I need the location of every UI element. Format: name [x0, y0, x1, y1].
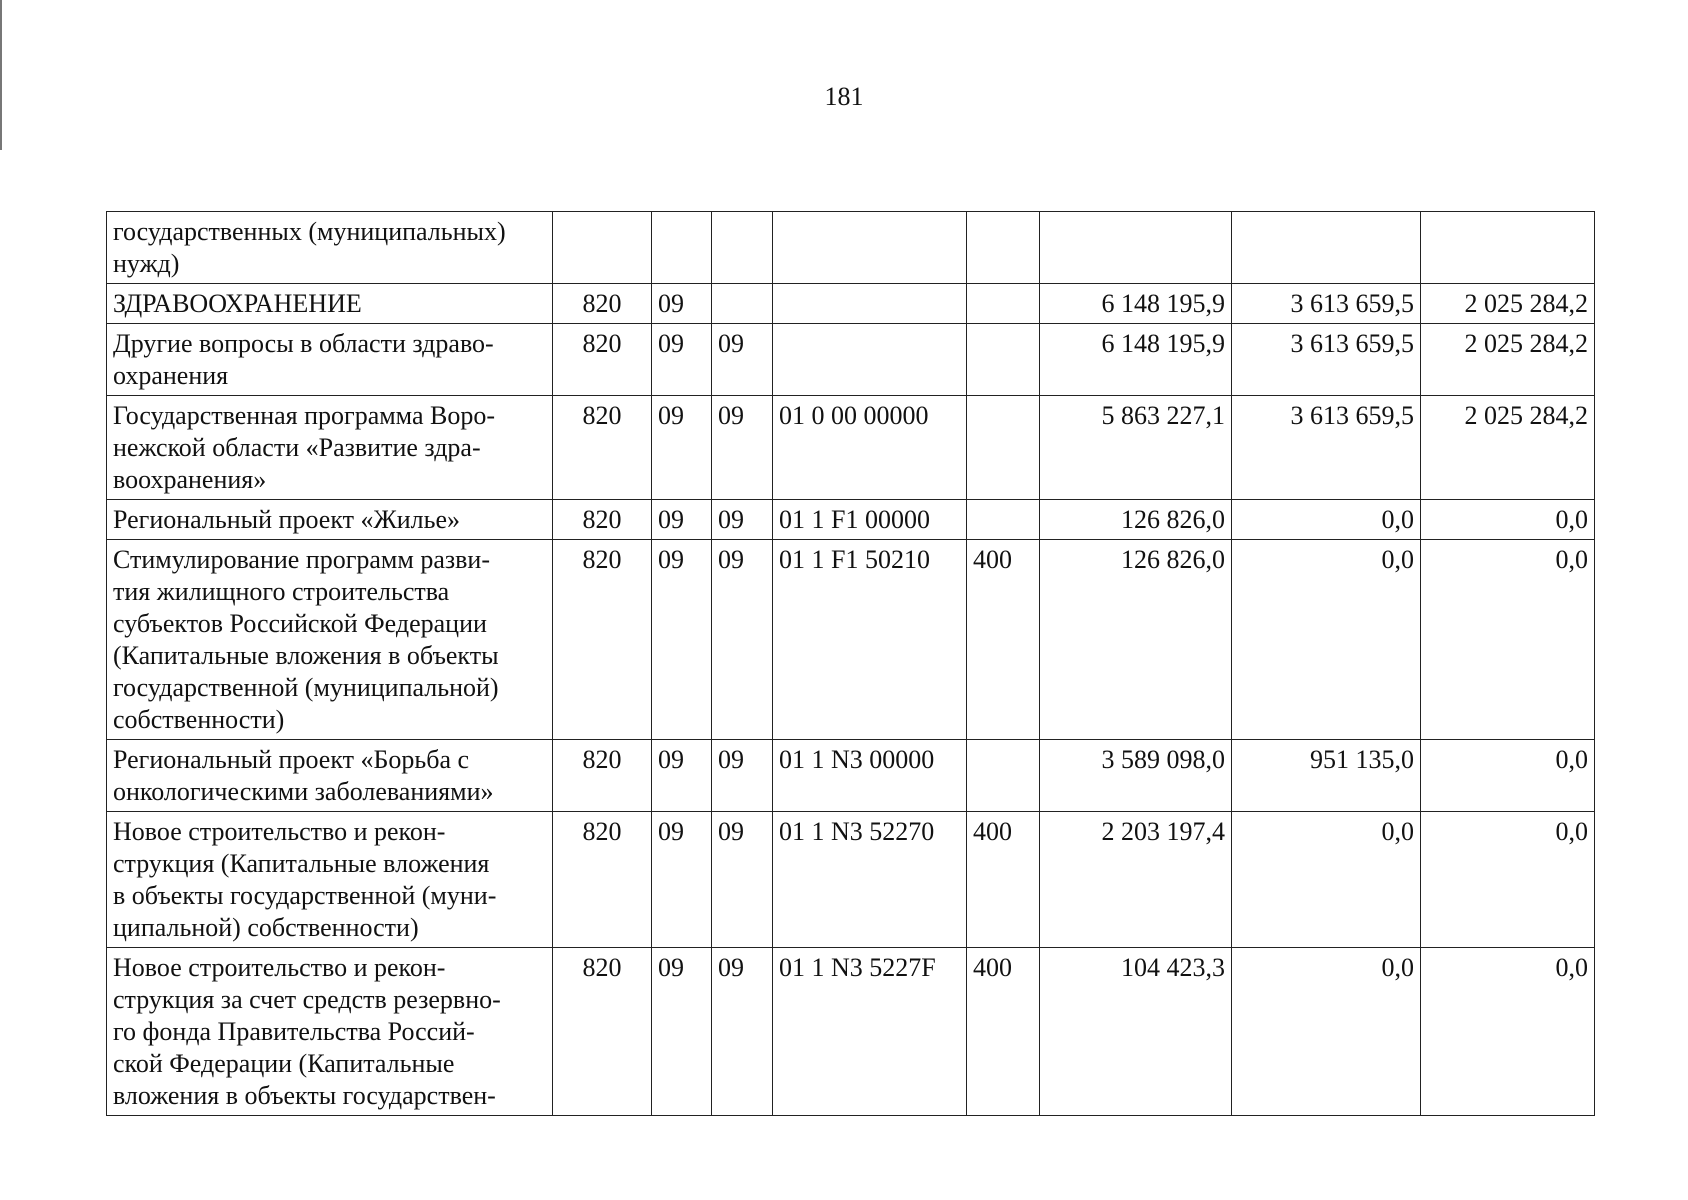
cell-amount-year-1: 126 826,0 — [1040, 500, 1232, 540]
cell-subsection: 09 — [712, 540, 773, 740]
item-name-line: в объекты государственной (муни- — [113, 881, 497, 910]
cell-target-article — [773, 324, 967, 396]
cell-target-article: 01 1 F1 50210 — [773, 540, 967, 740]
scan-edge-mark — [0, 0, 2, 150]
item-name-line: государственной (муниципальной) — [113, 673, 499, 702]
cell-amount-year-1: 5 863 227,1 — [1040, 396, 1232, 500]
cell-expense-type — [967, 396, 1040, 500]
cell-amount-year-2 — [1232, 212, 1421, 284]
cell-item-name — [107, 948, 553, 1116]
cell-amount-year-2: 0,0 — [1232, 948, 1421, 1116]
item-name-line: вложения в объекты государствен- — [113, 1081, 496, 1110]
cell-item-name — [107, 324, 553, 396]
cell-amount-year-1: 3 589 098,0 — [1040, 740, 1232, 812]
cell-amount-year-1: 6 148 195,9 — [1040, 324, 1232, 396]
item-name-line: Новое строительство и рекон- — [113, 953, 446, 982]
cell-amount-year-2: 3 613 659,5 — [1232, 396, 1421, 500]
cell-amount-year-3: 0,0 — [1421, 740, 1595, 812]
cell-amount-year-3: 2 025 284,2 — [1421, 284, 1595, 324]
cell-amount-year-1: 126 826,0 — [1040, 540, 1232, 740]
page-number: 181 — [824, 82, 864, 111]
cell-amount-year-3 — [1421, 212, 1595, 284]
cell-target-article — [773, 212, 967, 284]
cell-amount-year-2: 3 613 659,5 — [1232, 324, 1421, 396]
cell-item-name — [107, 500, 553, 540]
item-name-line: Стимулирование программ разви- — [113, 545, 490, 574]
cell-target-article: 01 1 F1 00000 — [773, 500, 967, 540]
item-name-line: Региональный проект «Борьба с — [113, 745, 470, 774]
cell-section: 09 — [652, 284, 712, 324]
cell-item-name — [107, 396, 553, 500]
cell-amount-year-1: 104 423,3 — [1040, 948, 1232, 1116]
cell-expense-type — [967, 740, 1040, 812]
cell-amount-year-2: 3 613 659,5 — [1232, 284, 1421, 324]
cell-subsection: 09 — [712, 948, 773, 1116]
item-name-line: Другие вопросы в области здраво- — [113, 329, 494, 358]
table-row — [107, 212, 1595, 284]
item-name-line: Новое строительство и рекон- — [113, 817, 446, 846]
item-name-line: собственности) — [113, 705, 285, 734]
cell-expense-type — [967, 212, 1040, 284]
table-row — [107, 500, 1595, 540]
cell-section — [652, 212, 712, 284]
cell-target-article: 01 1 N3 52270 — [773, 812, 967, 948]
item-name-line: нужд) — [113, 249, 180, 278]
item-name-line: Региональный проект «Жилье» — [113, 505, 461, 534]
cell-item-name — [107, 740, 553, 812]
table-row — [107, 396, 1595, 500]
cell-section: 09 — [652, 812, 712, 948]
table-row — [107, 740, 1595, 812]
cell-amount-year-2: 951 135,0 — [1232, 740, 1421, 812]
cell-expense-type: 400 — [967, 812, 1040, 948]
cell-expense-type — [967, 284, 1040, 324]
cell-amount-year-3: 0,0 — [1421, 500, 1595, 540]
cell-target-article: 01 0 00 00000 — [773, 396, 967, 500]
item-name-line: государственных (муниципальных) — [113, 217, 506, 246]
cell-grbs: 820 — [553, 948, 652, 1116]
cell-subsection: 09 — [712, 324, 773, 396]
item-name-line: нежской области «Развитие здра- — [113, 433, 481, 462]
item-name-line: ципальной) собственности) — [113, 913, 419, 942]
cell-item-name — [107, 812, 553, 948]
cell-grbs: 820 — [553, 284, 652, 324]
cell-target-article: 01 1 N3 5227F — [773, 948, 967, 1116]
cell-amount-year-3: 2 025 284,2 — [1421, 324, 1595, 396]
cell-expense-type — [967, 324, 1040, 396]
cell-amount-year-3: 0,0 — [1421, 812, 1595, 948]
item-name-line: воохранения» — [113, 465, 267, 494]
cell-grbs: 820 — [553, 324, 652, 396]
cell-grbs — [553, 212, 652, 284]
cell-amount-year-2: 0,0 — [1232, 812, 1421, 948]
cell-grbs: 820 — [553, 500, 652, 540]
cell-subsection: 09 — [712, 740, 773, 812]
cell-expense-type: 400 — [967, 540, 1040, 740]
cell-subsection — [712, 284, 773, 324]
cell-section: 09 — [652, 540, 712, 740]
cell-expense-type: 400 — [967, 948, 1040, 1116]
cell-amount-year-3: 0,0 — [1421, 540, 1595, 740]
cell-grbs: 820 — [553, 396, 652, 500]
cell-expense-type — [967, 500, 1040, 540]
cell-target-article — [773, 284, 967, 324]
item-name-line: ЗДРАВООХРАНЕНИЕ — [113, 289, 362, 318]
cell-item-name — [107, 540, 553, 740]
cell-amount-year-3: 2 025 284,2 — [1421, 396, 1595, 500]
cell-section: 09 — [652, 740, 712, 812]
item-name-line: ской Федерации (Капитальные — [113, 1049, 455, 1078]
cell-item-name — [107, 284, 553, 324]
cell-section: 09 — [652, 500, 712, 540]
table-row — [107, 540, 1595, 740]
budget-table-body — [107, 212, 1595, 1116]
cell-amount-year-3: 0,0 — [1421, 948, 1595, 1116]
table-row — [107, 948, 1595, 1116]
cell-subsection — [712, 212, 773, 284]
item-name-line: субъектов Российской Федерации — [113, 609, 487, 638]
cell-amount-year-1: 2 203 197,4 — [1040, 812, 1232, 948]
cell-subsection: 09 — [712, 396, 773, 500]
budget-table — [106, 211, 1595, 1116]
cell-amount-year-1 — [1040, 212, 1232, 284]
cell-section: 09 — [652, 948, 712, 1116]
cell-amount-year-1: 6 148 195,9 — [1040, 284, 1232, 324]
cell-section: 09 — [652, 324, 712, 396]
cell-target-article: 01 1 N3 00000 — [773, 740, 967, 812]
cell-amount-year-2: 0,0 — [1232, 540, 1421, 740]
item-name-line: онкологическими заболеваниями» — [113, 777, 494, 806]
item-name-line: Государственная программа Воро- — [113, 401, 496, 430]
cell-section: 09 — [652, 396, 712, 500]
item-name-line: тия жилищного строительства — [113, 577, 450, 606]
cell-grbs: 820 — [553, 540, 652, 740]
cell-item-name — [107, 212, 553, 284]
cell-amount-year-2: 0,0 — [1232, 500, 1421, 540]
cell-subsection: 09 — [712, 500, 773, 540]
item-name-line: струкция за счет средств резервно- — [113, 985, 501, 1014]
cell-grbs: 820 — [553, 812, 652, 948]
table-row — [107, 284, 1595, 324]
item-name-line: (Капитальные вложения в объекты — [113, 641, 499, 670]
table-row — [107, 324, 1595, 396]
cell-subsection: 09 — [712, 812, 773, 948]
item-name-line: струкция (Капитальные вложения — [113, 849, 490, 878]
item-name-line: го фонда Правительства Россий- — [113, 1017, 475, 1046]
cell-grbs: 820 — [553, 740, 652, 812]
table-row — [107, 812, 1595, 948]
item-name-line: охранения — [113, 361, 229, 390]
